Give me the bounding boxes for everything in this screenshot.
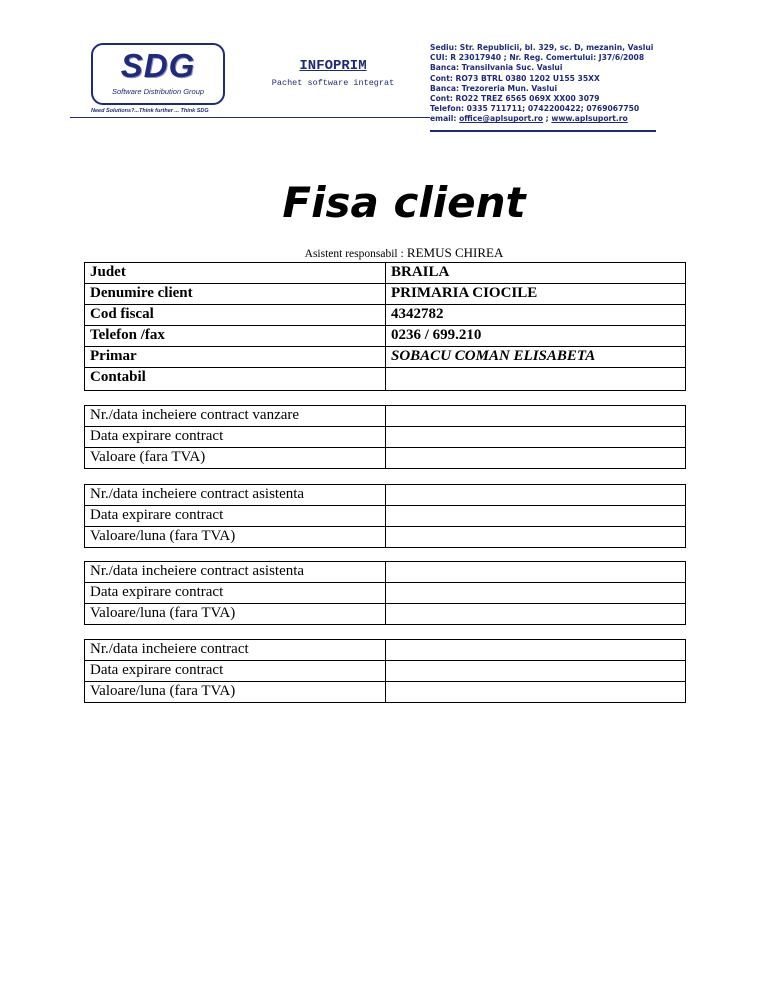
row-value: [386, 506, 686, 527]
contact-separator: ;: [545, 114, 549, 124]
table-row: [85, 682, 686, 703]
row-label: Nr./data incheiere contract asistenta: [85, 562, 386, 583]
row-value: [386, 427, 686, 448]
row-label: Primar: [85, 347, 386, 368]
row-value: BRAILA: [386, 263, 686, 284]
table-row: [85, 284, 686, 305]
product-subtitle: Pachet software integrat: [271, 78, 395, 88]
table-row: [85, 263, 686, 284]
table-row: [85, 506, 686, 527]
assistant-name: REMUS CHIREA: [406, 245, 504, 260]
table-row: [85, 305, 686, 326]
row-label: Valoare/luna (fara TVA): [85, 604, 386, 625]
row-value: [386, 661, 686, 682]
row-value: 0236 / 699.210: [386, 326, 686, 347]
row-value: [386, 583, 686, 604]
company-phone: Telefon: 0335 711711; 0742200422; 0769067750: [430, 104, 640, 114]
sdg-logo: [91, 43, 225, 105]
contract-table-assistance-1: [84, 484, 686, 548]
row-value: PRIMARIA CIOCILE: [386, 284, 686, 305]
row-label: Nr./data incheiere contract vanzare: [85, 406, 386, 427]
table-row: [85, 640, 686, 661]
row-label: Data expirare contract: [85, 583, 386, 604]
row-value: [386, 562, 686, 583]
company-bank-1: Banca: Transilvania Suc. Vaslui: [430, 63, 563, 73]
company-address: Sediu: Str. Republicii, bl. 329, sc. D, mezanin, Vaslui: [430, 43, 654, 52]
row-label: Data expirare contract: [85, 661, 386, 682]
row-value: [386, 604, 686, 625]
assistant-label: Asistent responsabil :: [304, 248, 404, 260]
row-label: Judet: [85, 263, 386, 284]
row-label: Data expirare contract: [85, 506, 386, 527]
row-label: Valoare (fara TVA): [85, 448, 386, 469]
assistant-line: [0, 245, 768, 261]
logo-tagline: Need Solutions?...Think further ... Think SDG: [91, 108, 209, 114]
logo-subtitle: Software Distribution Group: [111, 87, 205, 96]
row-value: [386, 368, 686, 391]
table-row: [85, 604, 686, 625]
page-title: Fisa client: [282, 178, 526, 227]
header-divider-right: [430, 130, 656, 132]
row-label: Contabil: [85, 368, 386, 391]
company-info: [430, 43, 653, 125]
row-label: Denumire client: [85, 284, 386, 305]
email-link[interactable]: office@aplsuport.ro: [459, 114, 543, 124]
row-label: Valoare/luna (fara TVA): [85, 682, 386, 703]
row-value: [386, 485, 686, 506]
row-value: 4342782: [386, 305, 686, 326]
header-divider-left: [70, 117, 430, 118]
table-row: [85, 448, 686, 469]
product-name: INFOPRIM: [299, 58, 367, 74]
company-account-1: Cont: RO73 BTRL 0380 1202 U155 35XX: [430, 73, 600, 83]
logo-text: SDG: [120, 47, 196, 84]
company-account-2: Cont: RO22 TREZ 6565 069X XX00 3079: [430, 94, 600, 104]
row-value: [386, 448, 686, 469]
company-registration: CUI: R 23017940 ; Nr. Reg. Comertului: J37/6/2008: [430, 53, 645, 63]
row-value: [386, 682, 686, 703]
table-row: [85, 368, 686, 391]
company-bank-2: Banca: Trezoreria Mun. Vaslui: [430, 83, 558, 93]
row-label: Data expirare contract: [85, 427, 386, 448]
row-value: [386, 640, 686, 661]
row-label: Valoare/luna (fara TVA): [85, 527, 386, 548]
contract-table-generic: [84, 639, 686, 703]
table-row: [85, 406, 686, 427]
table-row: [85, 485, 686, 506]
website-link[interactable]: www.aplsuport.ro: [551, 114, 628, 124]
table-row: [85, 326, 686, 347]
table-row: [85, 427, 686, 448]
client-info-table: [84, 262, 686, 391]
row-value: [386, 527, 686, 548]
row-label: Telefon /fax: [85, 326, 386, 347]
table-row: [85, 527, 686, 548]
email-label: email:: [430, 114, 457, 124]
row-label: Nr./data incheiere contract: [85, 640, 386, 661]
table-row: [85, 583, 686, 604]
table-row: [85, 661, 686, 682]
table-row: [85, 562, 686, 583]
contract-table-sale: [84, 405, 686, 469]
row-label: Cod fiscal: [85, 305, 386, 326]
row-value: SOBACU COMAN ELISABETA: [386, 347, 686, 368]
company-contact: [430, 114, 653, 124]
row-value: [386, 406, 686, 427]
contract-table-assistance-2: [84, 561, 686, 625]
row-label: Nr./data incheiere contract asistenta: [85, 485, 386, 506]
table-row: [85, 347, 686, 368]
